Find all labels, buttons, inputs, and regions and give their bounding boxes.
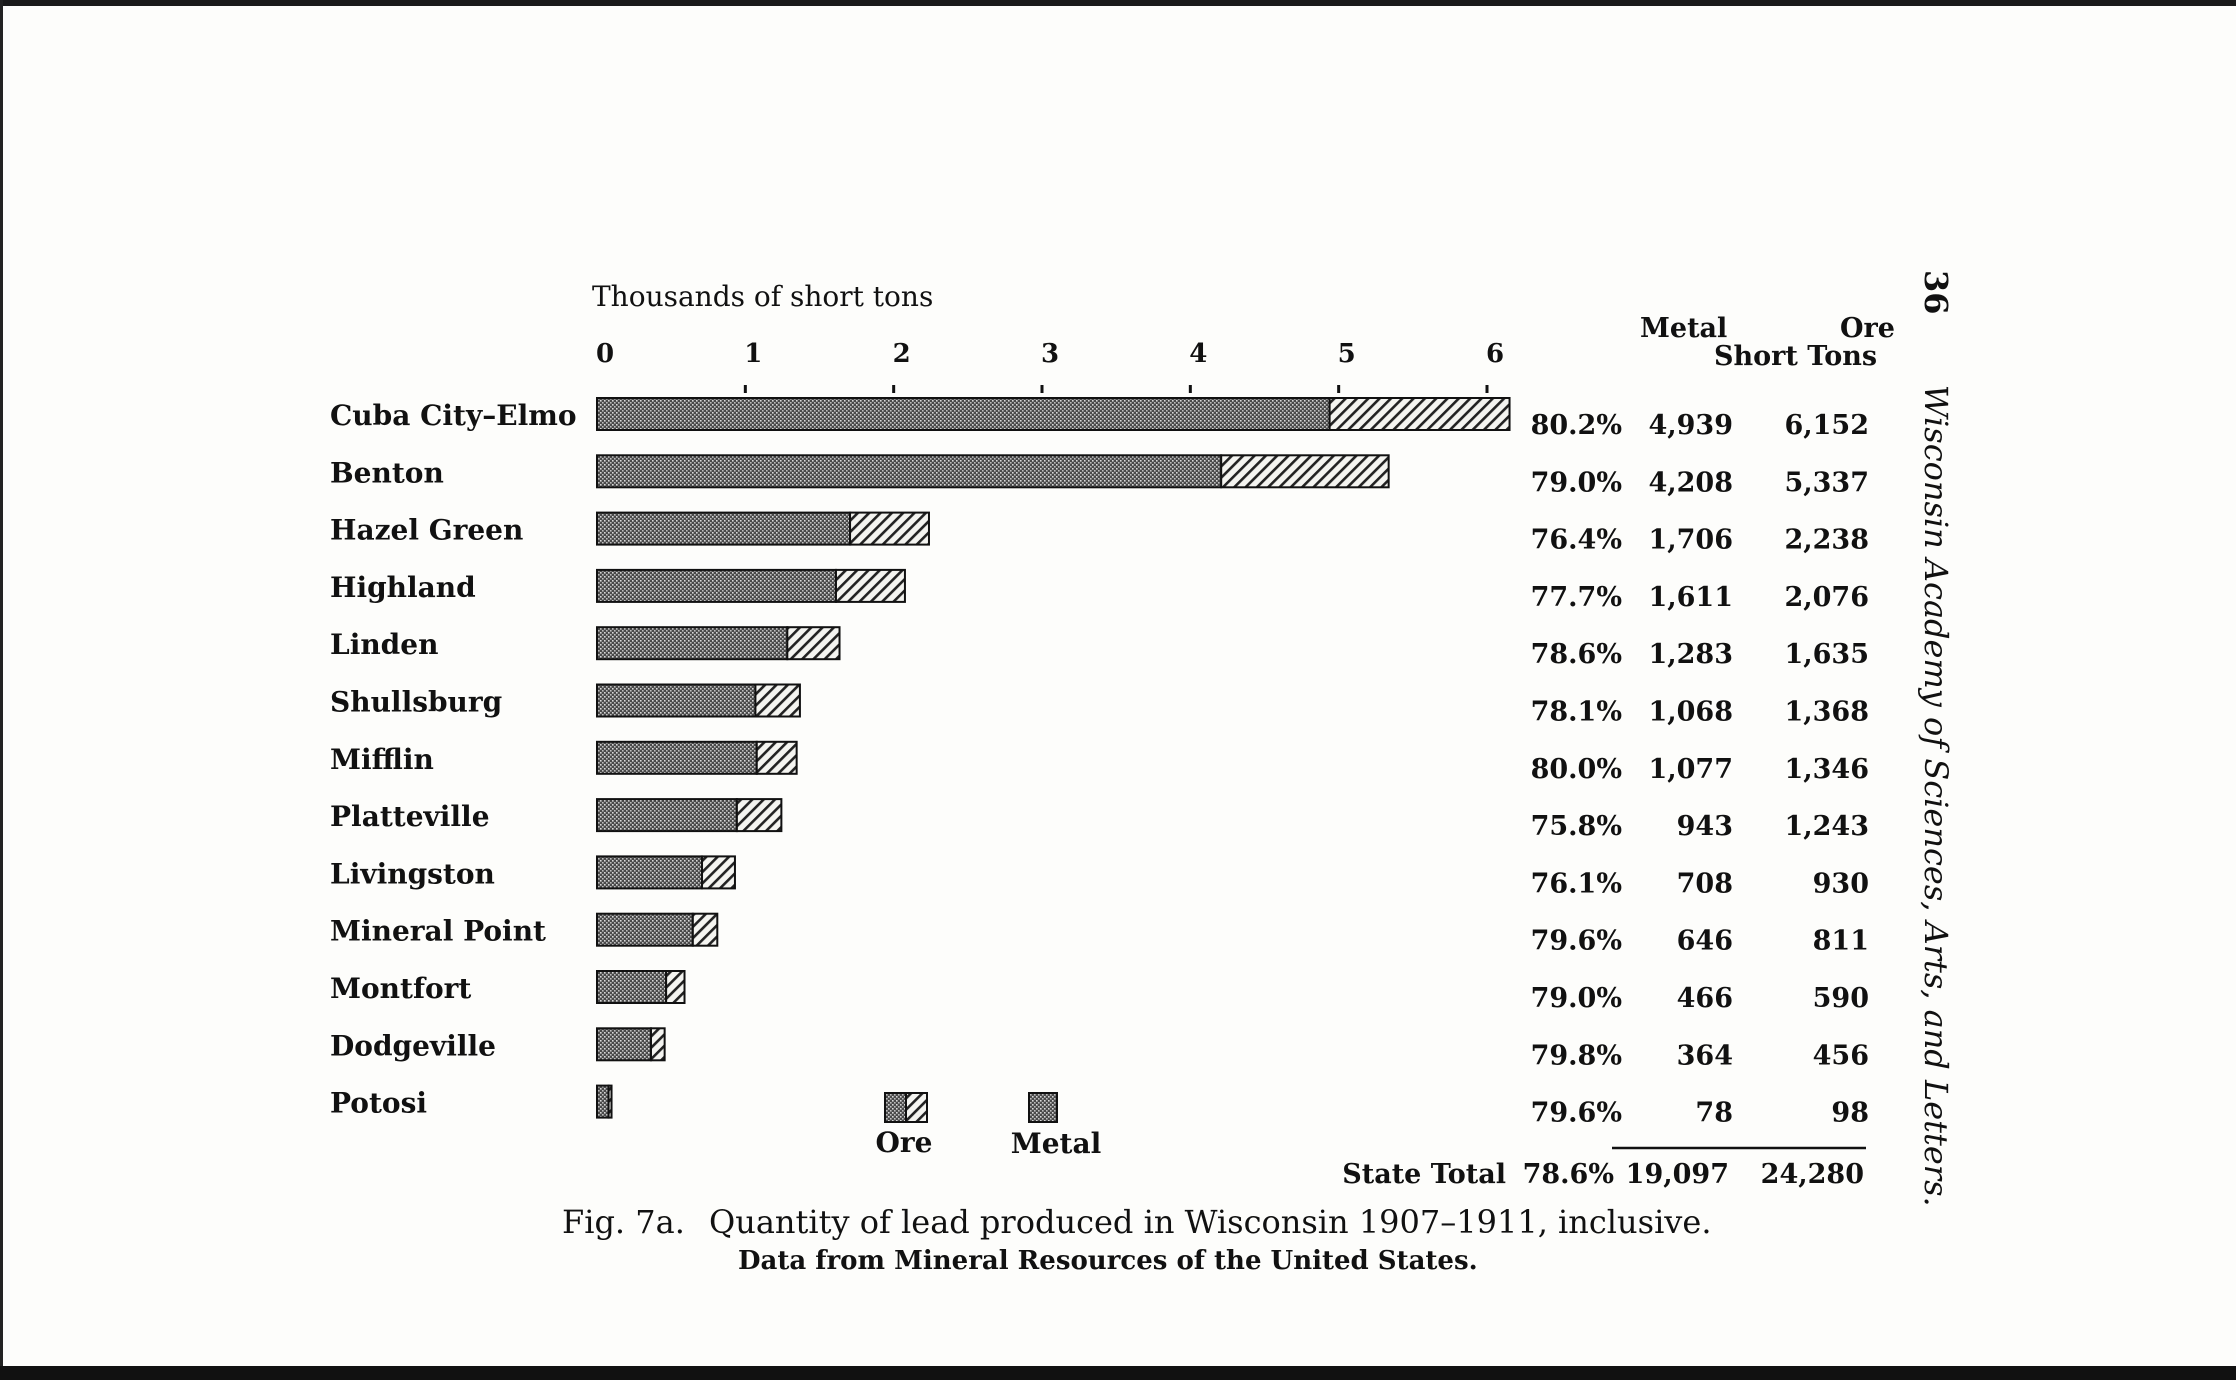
row-metal-mifflin: 1,077 — [1648, 753, 1733, 785]
row-ore-hazel-green: 2,238 — [1784, 524, 1869, 556]
figure-caption-title: Quantity of lead produced in Wisconsin 1907–1911, inclusive. — [709, 1203, 1712, 1241]
legend — [876, 1093, 1102, 1160]
bar-ore-mineral-point — [693, 914, 717, 946]
bar-metal-highland — [597, 570, 836, 602]
bar-metal-benton — [597, 455, 1221, 487]
row-metal-potosi: 78 — [1695, 1097, 1733, 1129]
row-metal-mineral-point: 646 — [1676, 925, 1733, 957]
row-ore-potosi: 98 — [1831, 1097, 1869, 1129]
bar-metal-shullsburg — [597, 685, 755, 717]
row-label-highland: Highland — [330, 570, 476, 604]
journal-title: Wisconsin Academy of Sciences, Arts, and Letters. — [1917, 384, 1955, 1207]
bar-metal-potosi — [597, 1086, 609, 1118]
row-label-benton: Benton — [330, 456, 444, 490]
row-metal-livingston: 708 — [1676, 868, 1733, 900]
row-percent-mineral-point: 79.6% — [1530, 925, 1622, 957]
row-ore-highland: 2,076 — [1784, 581, 1869, 613]
bar-ore-highland — [836, 570, 905, 602]
table-header-metal: Metal — [1640, 313, 1728, 344]
bar-metal-platteville — [597, 799, 737, 831]
bar-ore-montfort — [666, 971, 684, 1003]
legend-metal-swatch — [1029, 1093, 1057, 1122]
row-percent-platteville: 75.8% — [1530, 811, 1622, 843]
table-header-units: Short Tons — [1714, 341, 1878, 372]
bar-ore-shullsburg — [755, 685, 800, 717]
row-ore-benton: 5,337 — [1784, 467, 1869, 499]
bar-metal-mifflin — [597, 742, 757, 774]
row-ore-mifflin: 1,346 — [1784, 753, 1869, 785]
row-percent-montfort: 79.0% — [1530, 983, 1622, 1014]
x-tick-label-4: 4 — [1189, 339, 1208, 369]
row-label-mineral-point: Mineral Point — [330, 914, 546, 948]
bar-ore-cuba-city-elmo — [1330, 398, 1510, 430]
bar-ore-benton — [1221, 455, 1388, 487]
x-tick-label-3: 3 — [1040, 339, 1060, 369]
row-ore-montfort: 590 — [1812, 983, 1869, 1014]
bar-ore-potosi — [609, 1086, 612, 1118]
row-label-potosi: Potosi — [330, 1086, 427, 1120]
row-ore-mineral-point: 811 — [1812, 925, 1869, 957]
row-metal-cuba-city-elmo: 4,939 — [1648, 410, 1733, 441]
row-ore-cuba-city-elmo: 6,152 — [1784, 410, 1869, 441]
row-ore-shullsburg: 1,368 — [1784, 696, 1869, 728]
row-ore-linden: 1,635 — [1784, 639, 1869, 671]
bar-ore-livingston — [702, 856, 735, 888]
row-label-mifflin: Mifflin — [330, 742, 434, 776]
legend-metal-label: Metal — [1010, 1127, 1102, 1160]
bar-ore-dodgeville — [651, 1028, 665, 1060]
bar-metal-linden — [597, 627, 787, 659]
figure-caption-number: Fig. 7a. — [562, 1203, 685, 1241]
figure-caption-source: Data from Mineral Resources of the United States. — [738, 1246, 1478, 1276]
bar-ore-mifflin — [757, 742, 797, 774]
legend-ore-label: Ore — [875, 1126, 933, 1159]
row-metal-highland: 1,611 — [1648, 581, 1733, 613]
row-percent-mifflin: 80.0% — [1530, 753, 1622, 785]
x-tick-label-0: 0 — [595, 339, 615, 369]
row-percent-hazel-green: 76.4% — [1530, 524, 1622, 556]
row-label-platteville: Platteville — [330, 800, 490, 834]
page-number: 36 — [1917, 270, 1955, 315]
row-label-livingston: Livingston — [330, 857, 495, 891]
row-metal-montfort: 466 — [1676, 983, 1733, 1014]
row-label-hazel-green: Hazel Green — [330, 513, 524, 547]
row-metal-shullsburg: 1,068 — [1648, 696, 1733, 728]
row-percent-livingston: 76.1% — [1530, 868, 1622, 900]
row-label-cuba-city-elmo: Cuba City–Elmo — [330, 399, 577, 432]
state-total-metal: 19,097 — [1625, 1159, 1729, 1190]
row-metal-benton: 4,208 — [1648, 467, 1733, 499]
row-percent-highland: 77.7% — [1530, 581, 1622, 613]
state-total-percent: 78.6% — [1522, 1159, 1614, 1190]
table-header-ore: Ore — [1840, 313, 1895, 344]
bar-metal-mineral-point — [597, 914, 693, 946]
bar-ore-hazel-green — [850, 513, 929, 545]
row-label-shullsburg: Shullsburg — [330, 685, 503, 719]
row-metal-platteville: 943 — [1676, 811, 1733, 843]
x-tick-label-1: 1 — [744, 339, 763, 369]
x-tick-label-2: 2 — [892, 339, 911, 369]
x-axis-title: Thousands of short tons — [592, 280, 934, 313]
row-ore-livingston: 930 — [1812, 868, 1869, 900]
bar-ore-linden — [787, 627, 839, 659]
row-percent-benton: 79.0% — [1530, 467, 1622, 499]
row-percent-cuba-city-elmo: 80.2% — [1530, 410, 1622, 441]
row-metal-linden: 1,283 — [1648, 639, 1733, 671]
row-percent-linden: 78.6% — [1530, 639, 1622, 671]
legend-ore-swatch-ore-part — [906, 1093, 927, 1122]
row-metal-dodgeville: 364 — [1676, 1040, 1733, 1072]
row-label-linden: Linden — [330, 628, 439, 662]
bar-metal-dodgeville — [597, 1028, 651, 1060]
bar-metal-livingston — [597, 856, 702, 888]
bar-metal-hazel-green — [597, 513, 850, 545]
legend-ore-swatch-metal-part — [885, 1093, 906, 1122]
bar-metal-montfort — [597, 971, 666, 1003]
bar-ore-platteville — [737, 799, 782, 831]
x-tick-label-5: 5 — [1337, 339, 1356, 369]
state-total-ore: 24,280 — [1760, 1159, 1864, 1190]
state-total-label: State Total — [1342, 1159, 1506, 1190]
row-ore-platteville: 1,243 — [1784, 811, 1869, 843]
x-tick-label-6: 6 — [1485, 339, 1505, 369]
row-percent-dodgeville: 79.8% — [1530, 1040, 1622, 1072]
row-label-dodgeville: Dodgeville — [330, 1029, 496, 1063]
row-metal-hazel-green: 1,706 — [1648, 524, 1733, 556]
bar-metal-cuba-city-elmo — [597, 398, 1330, 430]
row-ore-dodgeville: 456 — [1812, 1040, 1869, 1072]
row-percent-shullsburg: 78.1% — [1530, 696, 1622, 728]
row-percent-potosi: 79.6% — [1530, 1097, 1622, 1129]
row-label-montfort: Montfort — [330, 972, 472, 1005]
